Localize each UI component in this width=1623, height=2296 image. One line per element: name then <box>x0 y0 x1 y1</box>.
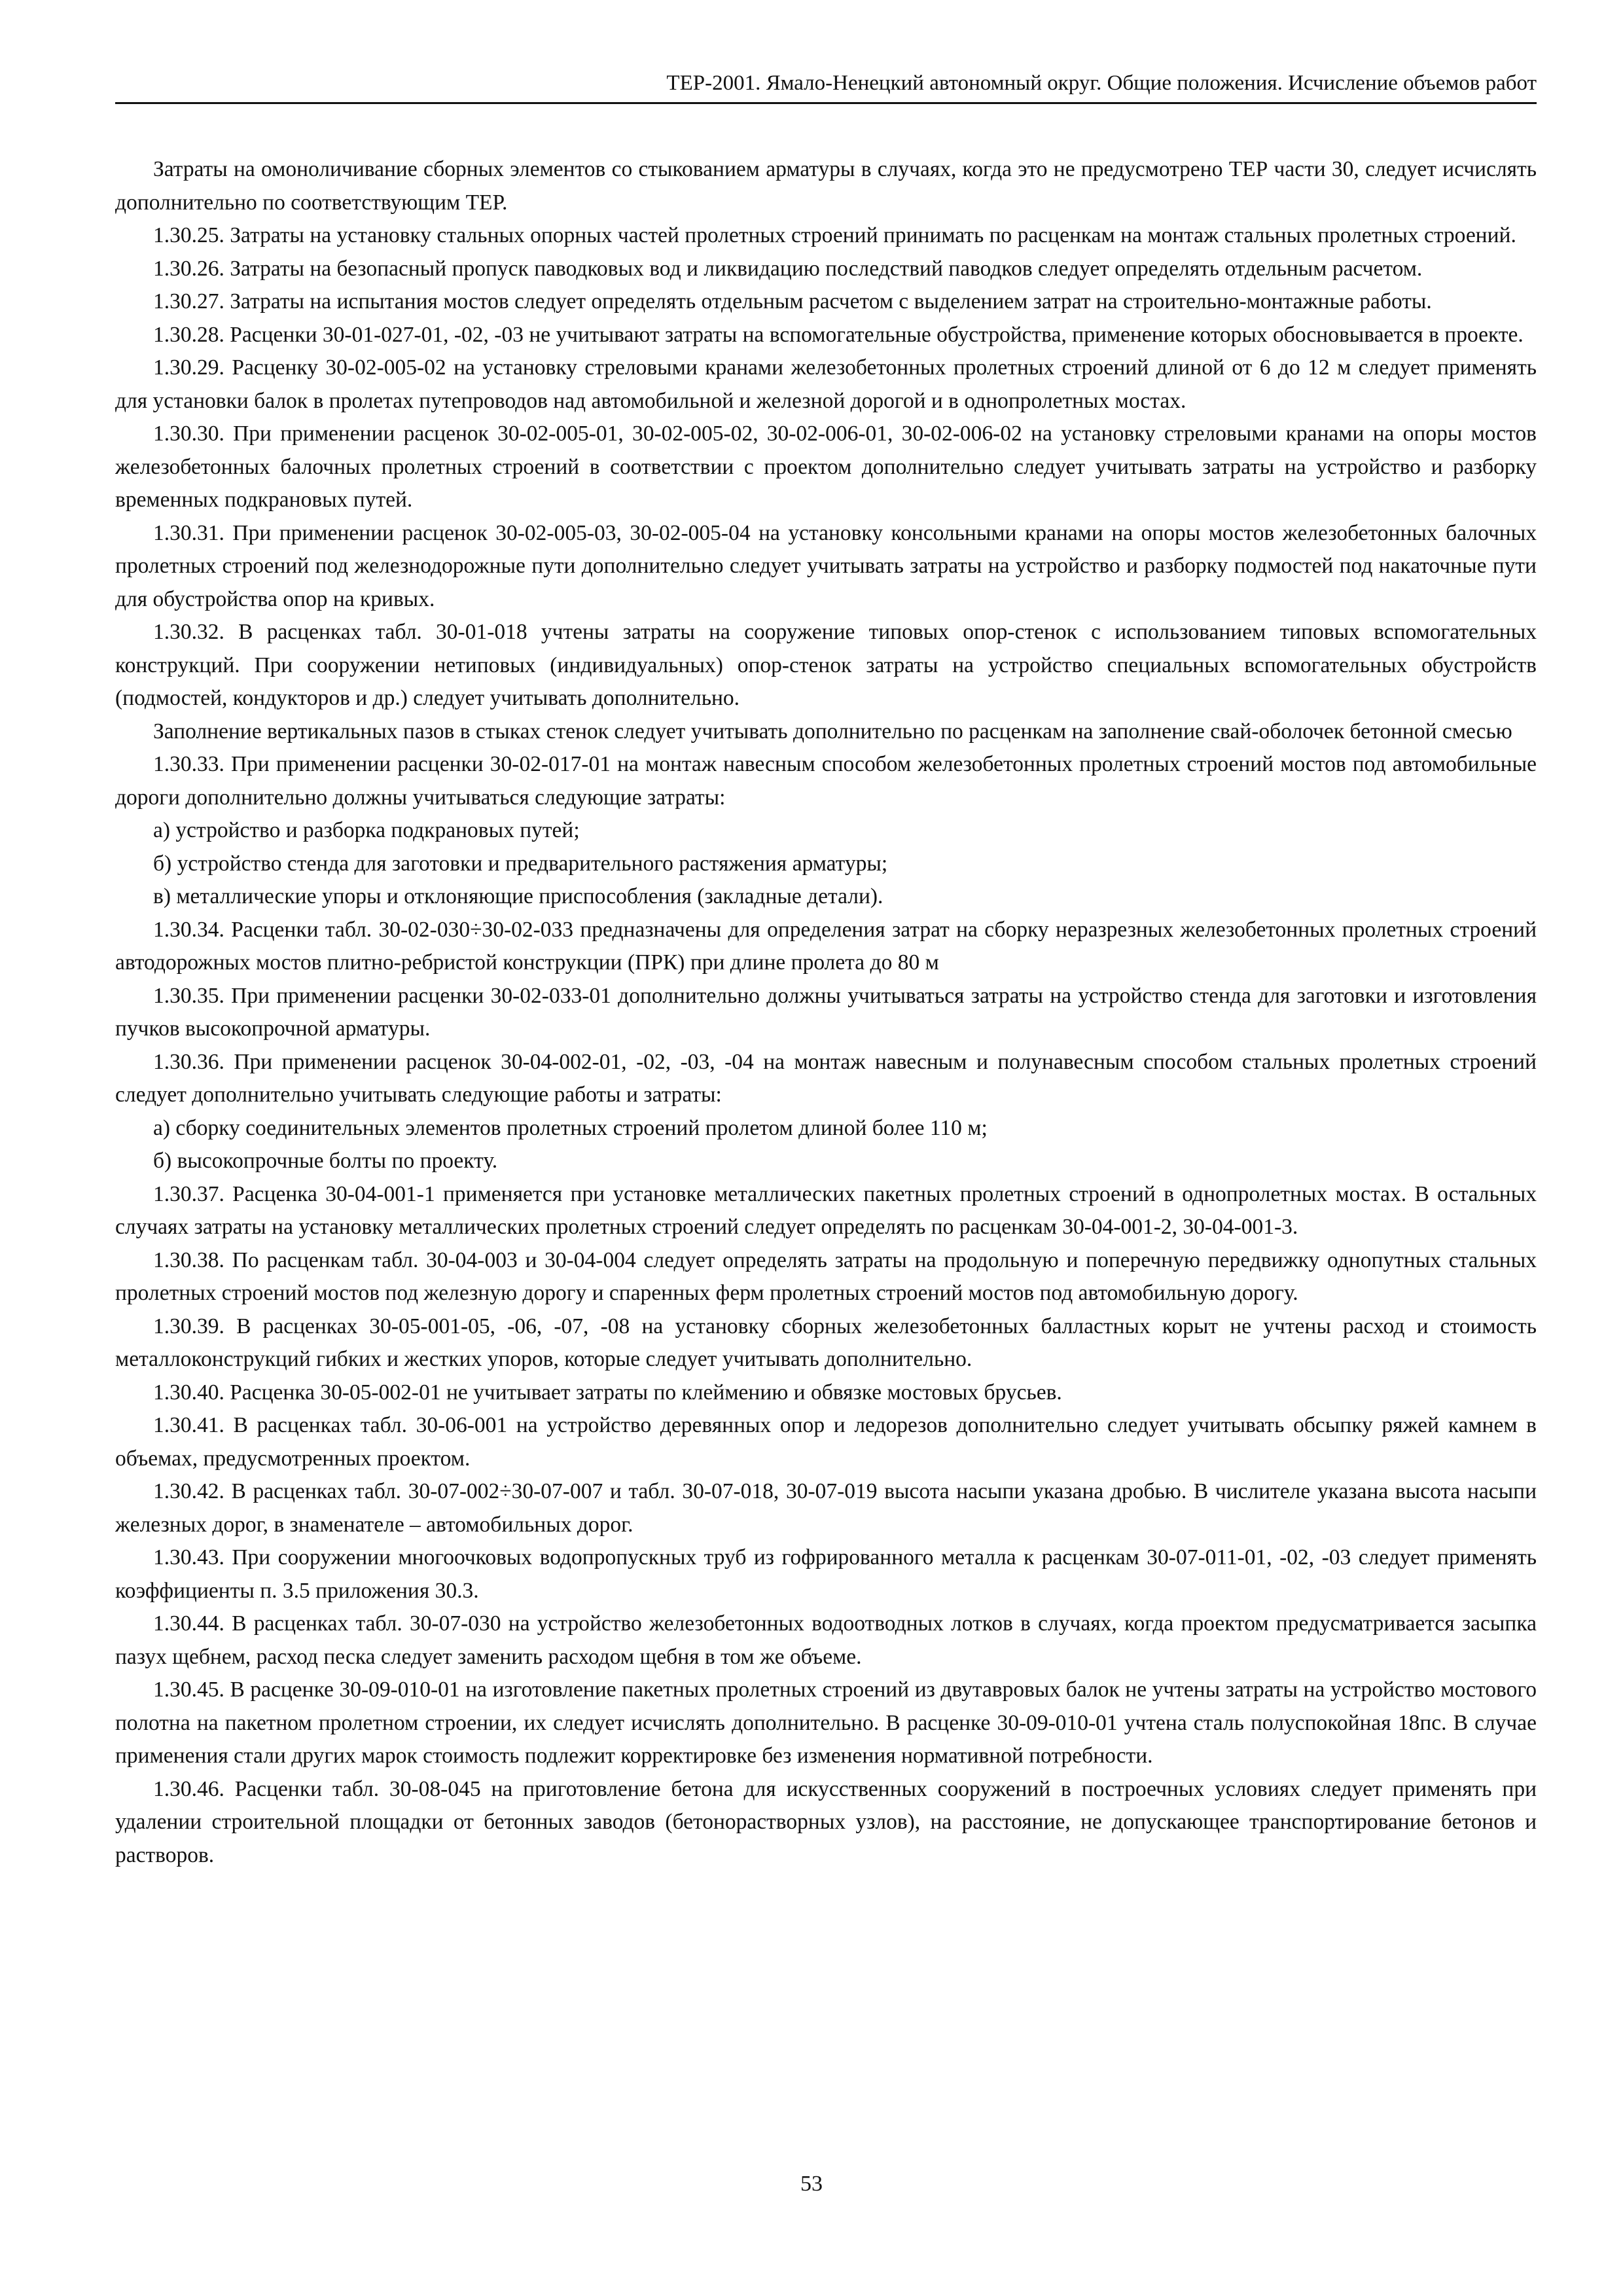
document-body <box>115 153 1537 1872</box>
paragraph: 1.30.25. Затраты на установку стальных опорных частей пролетных строений принимать по расценкам на монтаж стальных пролетных строений. <box>153 223 1516 247</box>
page-number: 53 <box>800 2172 823 2196</box>
paragraph: 1.30.31. При применении расценок 30-02-005-03, 30-02-005-04 на установку консольными кранами на опоры мостов железобетонных балочных пролетных строений под железнодорожные пути дополнительно следует учитывать затраты на устройство и разборку подмостей под накаточные пути для обустройства опор на кривых. <box>115 520 1537 611</box>
paragraph: Затраты на омоноличивание сборных элементов со стыкованием арматуры в случаях, когда это не предусмотрено ТЕР части 30, следует исчислять дополнительно по соответствующим ТЕР. <box>115 157 1537 215</box>
paragraph: 1.30.30. При применении расценок 30-02-005-01, 30-02-005-02, 30-02-006-01, 30-02-006-02 на установку стреловыми кранами на опоры мостов железобетонных балочных пролетных строений в соответствии с проектом дополнительно следует учитывать затраты на устройство и разборку временных подкрановых путей. <box>115 422 1537 512</box>
list-item: а) сборку соединительных элементов пролетных строений пролетом длиной более 110 м; <box>153 1115 988 1140</box>
paragraph: 1.30.42. В расценках табл. 30-07-002÷30-07-007 и табл. 30-07-018, 30-07-019 высота насыпи указана дробью. В числителе указана высота насыпи железных дорог, в знаменателе – автомобильных дорог. <box>115 1479 1537 1537</box>
list-item: б) высокопрочные болты по проекту. <box>153 1149 498 1173</box>
list-item: а) устройство и разборка подкрановых путей; <box>153 818 580 842</box>
header-title: ТЕР-2001. Ямало-Ненецкий автономный округ. Общие положения. Исчисление объемов работ <box>666 71 1537 95</box>
paragraph: 1.30.36. При применении расценок 30-04-002-01, -02, -03, -04 на монтаж навесным и полунавесным способом стальных пролетных строений следует дополнительно учитывать следующие работы и затраты: <box>115 1049 1537 1107</box>
paragraph: 1.30.38. По расценкам табл. 30-04-003 и 30-04-004 следует определять затраты на продольную и поперечную передвижку однопутных стальных пролетных строений мостов под железную дорогу и спаренных ферм пролетных строений мостов под автомобильную дорогу. <box>115 1247 1537 1305</box>
paragraph: 1.30.39. В расценках 30-05-001-05, -06, -07, -08 на установку сборных железобетонных балластных корыт не учтены расход и стоимость металлоконструкций гибких и жестких упоров, которые следует учитывать дополнительно. <box>115 1314 1537 1371</box>
paragraph: Заполнение вертикальных пазов в стыках стенок следует учитывать дополнительно по расценкам на заполнение свай-оболочек бетонной смесью <box>153 719 1512 744</box>
paragraph: 1.30.37. Расценка 30-04-001-1 применяется при установке металлических пакетных пролетных строений в однопролетных мостах. В остальных случаях затраты на установку металлических пролетных строений следует определять по расценкам 30-04-001-2, 30-04-001-3. <box>115 1181 1537 1239</box>
paragraph: 1.30.28. Расценки 30-01-027-01, -02, -03 не учитывают затраты на вспомогательные обустройства, применение которых обосновывается в проекте. <box>153 322 1524 347</box>
paragraph: 1.30.40. Расценка 30-05-002-01 не учитывает затраты по клеймению и обвязке мостовых брусьев. <box>153 1380 1062 1405</box>
paragraph: 1.30.34. Расценки табл. 30-02-030÷30-02-033 предназначены для определения затрат на сборку неразрезных железобетонных пролетных строений автодорожных мостов плитно-ребристой конструкции (ПРК) при длине пролета до 80 м <box>115 917 1537 975</box>
list-item: б) устройство стенда для заготовки и предварительного растяжения арматуры; <box>153 851 888 876</box>
paragraph: 1.30.44. В расценках табл. 30-07-030 на устройство железобетонных водоотводных лотков в случаях, когда проектом предусматривается засыпка пазух щебнем, расход песка следует заменить расходом щебня в том же объеме. <box>115 1611 1537 1669</box>
paragraph: 1.30.29. Расценку 30-02-005-02 на установку стреловыми кранами железобетонных пролетных строений длиной от 6 до 12 м следует применять для установки балок в пролетах путепроводов над автомобильной и железной дорогой и в однопролетных мостах. <box>115 355 1537 413</box>
paragraph: 1.30.45. В расценке 30-09-010-01 на изготовление пакетных пролетных строений из двутавровых балок не учтены затраты на устройство мостового полотна на пакетном пролетном строении, их следует исчислять дополнительно. В расценке 30-09-010-01 учтена сталь полуспокойная 18пс. В случае применения стали других марок стоимость подлежит корректировке без изменения нормативной потребности. <box>115 1677 1537 1768</box>
paragraph: 1.30.41. В расценках табл. 30-06-001 на устройство деревянных опор и ледорезов дополнительно следует учитывать обсыпку ряжей камнем в объемах, предусмотренных проектом. <box>115 1413 1537 1471</box>
paragraph: 1.30.43. При сооружении многоочковых водопропускных труб из гофрированного металла к расценкам 30-07-011-01, -02, -03 следует применять коэффициенты п. 3.5 приложения 30.3. <box>115 1545 1537 1603</box>
paragraph: 1.30.33. При применении расценки 30-02-017-01 на монтаж навесным способом железобетонных пролетных строений мостов под автомобильные дороги дополнительно должны учитываться следующие затраты: <box>115 752 1537 810</box>
paragraph: 1.30.26. Затраты на безопасный пропуск паводковых вод и ликвидацию последствий паводков следует определять отдельным расчетом. <box>153 256 1423 281</box>
running-header <box>115 71 1537 104</box>
paragraph: 1.30.35. При применении расценки 30-02-033-01 дополнительно должны учитываться затраты на устройство стенда для заготовки и изготовления пучков высокопрочной арматуры. <box>115 983 1537 1041</box>
paragraph: 1.30.27. Затраты на испытания мостов следует определять отдельным расчетом с выделением затрат на строительно-монтажные работы. <box>153 289 1432 314</box>
paragraph: 1.30.32. В расценках табл. 30-01-018 учтены затраты на сооружение типовых опор-стенок с использованием типовых вспомогательных конструкций. При сооружении нетиповых (индивидуальных) опор-стенок затраты на устройство специальных вспомогательных обустройств (подмостей, кондукторов и др.) следует учитывать дополнительно. <box>115 620 1537 710</box>
page-footer <box>0 2172 1623 2197</box>
paragraph: 1.30.46. Расценки табл. 30-08-045 на приготовление бетона для искусственных сооружений в построечных условиях следует применять при удалении строительной площадки от бетонных заводов (бетонорастворных узлов), на расстояние, не допускающее транспортирование бетонов и растворов. <box>115 1776 1537 1867</box>
list-item: в) металлические упоры и отклоняющие приспособления (закладные детали). <box>153 884 883 908</box>
